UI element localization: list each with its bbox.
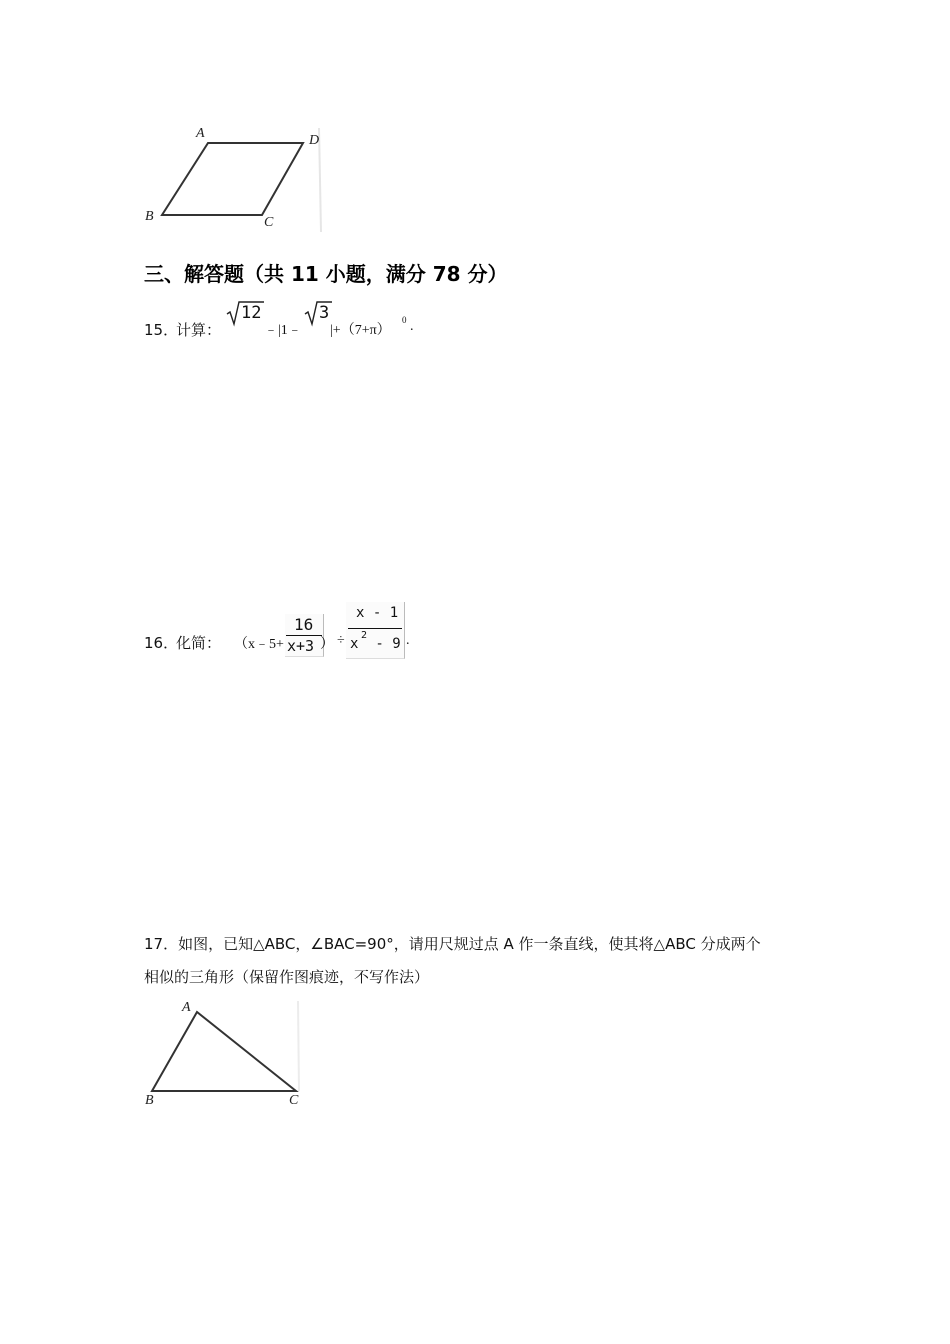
frac2-bar [348, 628, 402, 629]
scan-edge [319, 128, 321, 232]
label-d: D [309, 133, 320, 148]
frac2-denominator-rest: - 9 [367, 636, 401, 652]
q16-prefix: （x﹣5+ [234, 637, 284, 652]
q16-div: ÷ [337, 633, 345, 648]
frac2-denominator-exponent: 2 [361, 630, 368, 641]
frac1-numerator: 16 [294, 615, 314, 634]
q15-tail: |+（7+π） [330, 323, 391, 338]
frac1-denominator: x+3 [287, 637, 315, 655]
section-title: 三、解答题（共 11 小题，满分 78 分） [144, 262, 508, 286]
label-a: A [182, 1000, 191, 1015]
scan-edge [298, 1001, 299, 1091]
fraction-x-minus-1-over-x2-minus-9 [346, 602, 405, 659]
triangle-svg [140, 995, 305, 1115]
question-17-line-2: 相似的三角形（保留作图痕迹，不写作法） [144, 968, 430, 986]
parallelogram-figure [140, 120, 325, 235]
q16-close: ） [320, 637, 334, 652]
fraction-16-over-x-plus-3 [285, 614, 324, 657]
frac1-bar [286, 635, 322, 636]
triangle-figure [140, 995, 305, 1115]
q15-exponent: 0 [402, 315, 407, 325]
sqrt-3-value: 3 [319, 303, 330, 323]
q15-number: 15． [144, 321, 179, 339]
parallelogram-shape [162, 143, 303, 215]
frac2-denominator-base: x [350, 636, 359, 652]
label-c: C [264, 215, 274, 230]
label-b: B [145, 209, 154, 224]
triangle-shape [152, 1012, 296, 1091]
sqrt-12-value: 12 [241, 303, 262, 323]
q15-end: . [410, 319, 414, 334]
parallelogram-svg [140, 120, 325, 235]
q15-verb: 计算： [176, 321, 222, 339]
question-15 [144, 300, 464, 350]
label-b: B [145, 1093, 154, 1108]
q15-minus-abs: ﹣|1﹣ [264, 323, 302, 338]
label-c: C [289, 1093, 299, 1108]
label-a: A [196, 126, 205, 141]
sqrt-12 [226, 300, 266, 328]
q16-end: . [406, 633, 410, 648]
q16-number: 16． [144, 634, 179, 652]
q16-verb: 化简： [176, 634, 222, 652]
question-16 [144, 602, 444, 664]
frac2-numerator: x - 1 [356, 605, 399, 621]
question-17-line-1: 17．如图，已知△ABC，∠BAC=90°，请用尺规过点 A 作一条直线，使其将△ABC 分成两个 [144, 935, 761, 953]
